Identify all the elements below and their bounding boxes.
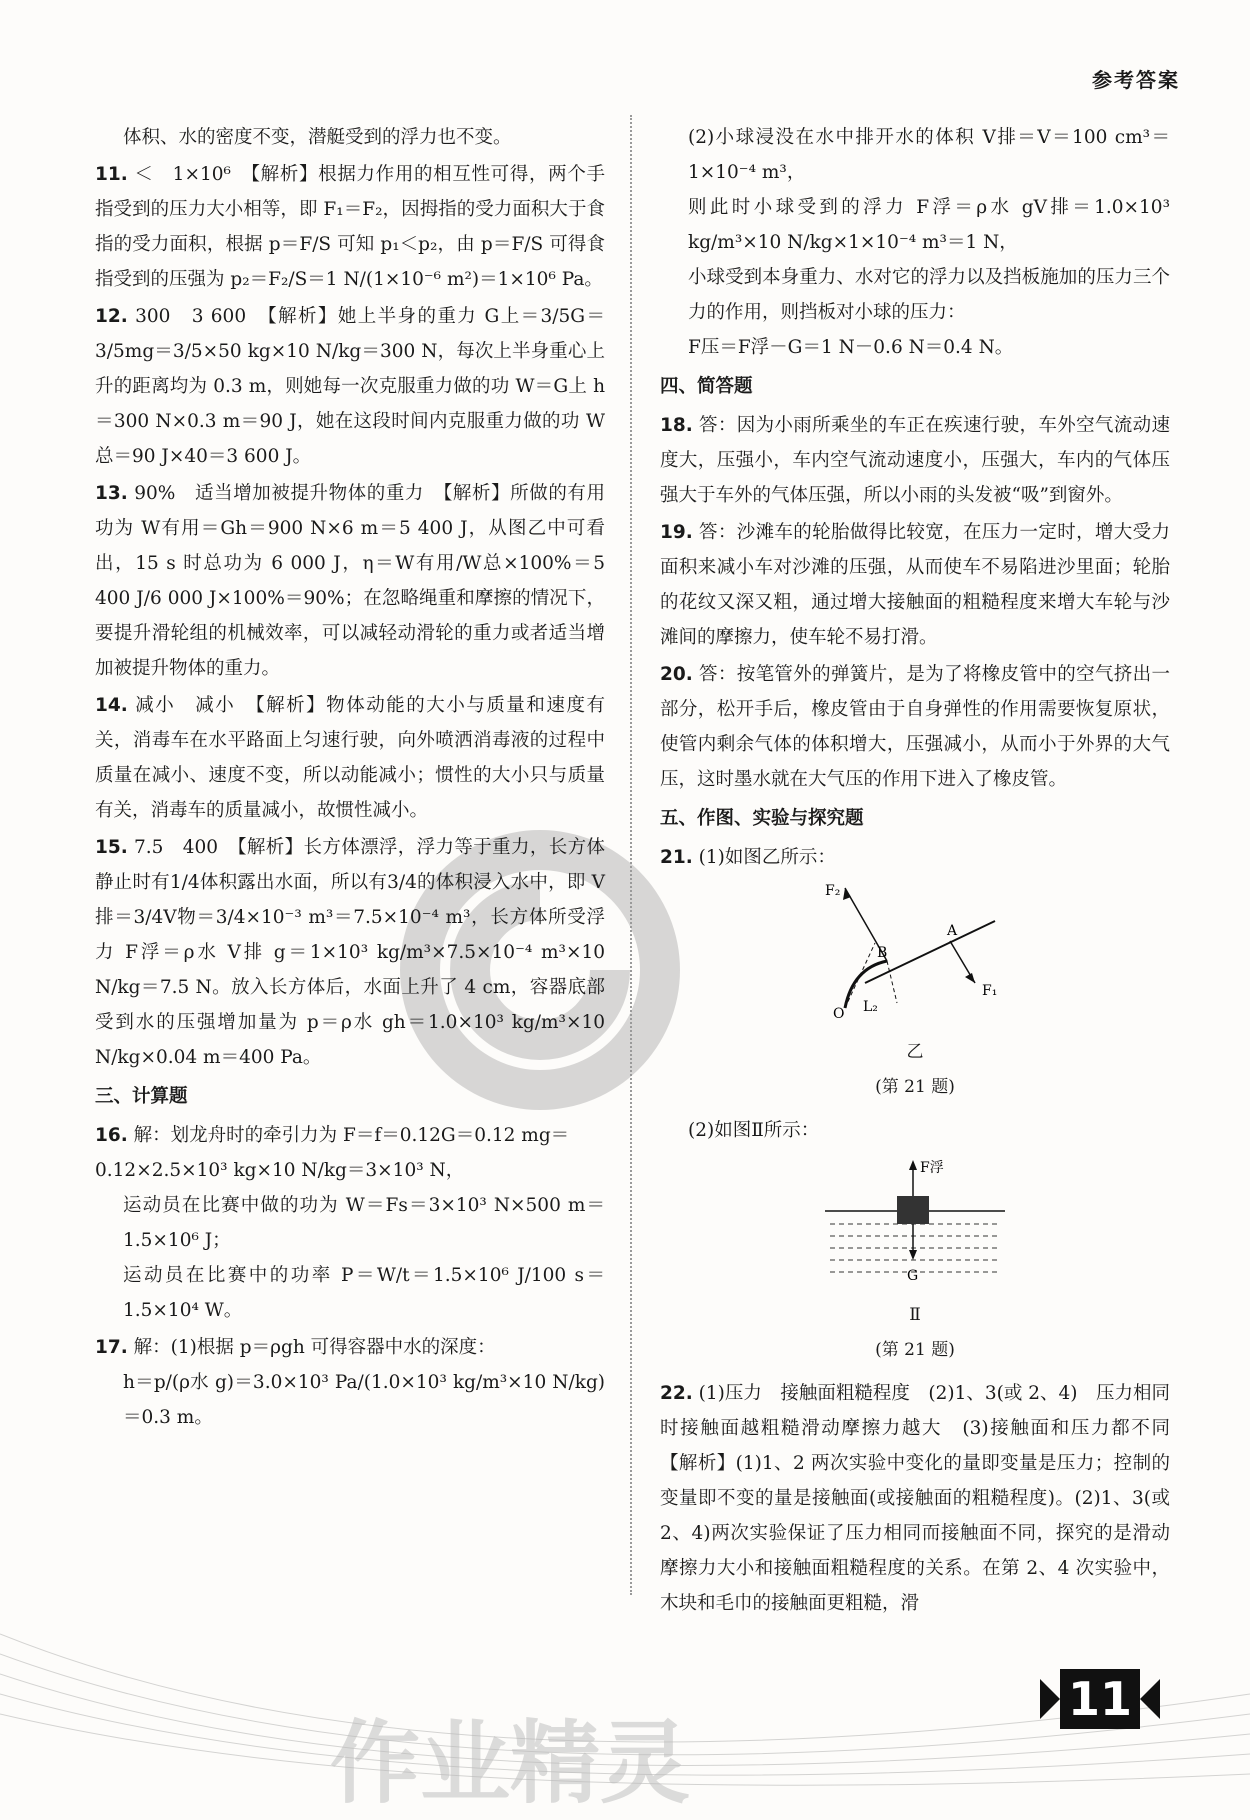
answer-11	[95, 157, 605, 297]
answer-14	[95, 688, 605, 828]
figure-buoyancy	[660, 1156, 1170, 1368]
label-a: A	[947, 923, 958, 939]
answer-21-part2: (2)如图Ⅱ所示：	[688, 1120, 820, 1141]
answer-text: 答：沙滩车的轮胎做得比较宽，在压力一定时，增大受力面积来减小车对沙滩的压强，从而使车不易陷进沙里面；轮胎的花纹又深又粗，通过增大接触面的粗糙程度来增大车轮与沙滩间的摩擦力，使车轮不易打滑。	[660, 522, 1170, 648]
question-number: 15.	[95, 837, 128, 858]
answer-text: (1)如图乙所示：	[698, 847, 836, 868]
figure-lever	[660, 883, 1170, 1105]
section-heading-short: 四、简答题	[660, 376, 753, 397]
question-number: 14.	[95, 695, 128, 716]
page-number: 11	[1060, 1669, 1140, 1729]
answer-text: 300 3 600 【解析】她上半身的重力 G上＝3/5G＝3/5mg＝3/5×50 kg×10 N/kg＝300 N，每次上半身重心上升的距离均为 0.3 m，则她每一次克服重力做的功 W＝G上 h＝300 N×0.3 m＝90 J，她在这段时间内克服重力做的功 W总＝90 J×40＝3 600 J。	[95, 306, 605, 467]
answer-21-part1	[660, 840, 1170, 875]
answer-17	[95, 1330, 605, 1435]
answer-15	[95, 830, 605, 1075]
answer-text: 答：因为小雨所乘坐的车正在疾速行驶，车外空气流动速度大，压强小，车内空气流动速度小，压强大，车内的气体压强大于车外的气体压强，所以小雨的头发被“吸”到窗外。	[660, 415, 1170, 506]
left-column	[95, 120, 605, 1437]
buoyancy-diagram	[825, 1156, 1005, 1286]
label-o: O	[833, 1006, 845, 1022]
answer-line: 则此时小球受到的浮力 F浮＝ρ水 gV排＝1.0×10³ kg/m³×10 N/kg×1×10⁻⁴ m³＝1 N，	[688, 197, 1170, 253]
question-number: 21.	[660, 847, 693, 868]
page-header-title: 参考答案	[1092, 68, 1180, 92]
figure-caption: (第 21 题)	[875, 1077, 955, 1097]
answer-text: 答：按笔管外的弹簧片，是为了将橡皮管中的空气挤出一部分，松开手后，橡皮管由于自身弹性的作用需要恢复原状，使管内剩余气体的体积增大，压强减小，从而小于外界的大气压，这时墨水就在大气压的作用下进入了橡皮管。	[660, 664, 1170, 790]
answer-text: ＜ 1×10⁶ 【解析】根据力作用的相互性可得，两个手指受到的压力大小相等，即 F₁＝F₂，因拇指的受力面积大于食指的受力面积，根据 p＝F/S 可知 p₁＜p₂，由 p＝F/S 可得食指受到的压强为 p₂＝F₂/S＝1 N/(1×10⁻⁶ m²)＝1×10⁶ Pa。	[95, 164, 606, 290]
answer-text: 90% 适当增加被提升物体的重力 【解析】所做的有用功为 W有用＝Gh＝900 N×6 m＝5 400 J，从图乙中可看出，15 s 时总功为 6 000 J，η＝W有用/W总×100%＝5 400 J/6 000 J×100%＝90%；在忽略绳重和摩擦的情况下，要提升滑轮组的机械效率，可以减轻动滑轮的重力或者适当增加被提升物体的重力。	[95, 483, 605, 679]
question-number: 13.	[95, 483, 128, 504]
answer-20	[660, 657, 1170, 797]
answer-line: 运动员在比赛中的功率 P＝W/t＝1.5×10⁶ J/100 s＝1.5×10⁴ W。	[123, 1265, 605, 1321]
figure-label: 乙	[906, 1042, 924, 1062]
arrow-right-icon	[1140, 1679, 1160, 1719]
section-heading-calc: 三、计算题	[95, 1086, 188, 1107]
answer-13	[95, 476, 605, 686]
question-number: 12.	[95, 306, 128, 327]
label-l2: L₂	[863, 999, 878, 1015]
answer-22	[660, 1376, 1189, 1621]
label-b: B	[877, 945, 888, 961]
question-number: 22.	[660, 1383, 693, 1404]
answer-16	[95, 1118, 605, 1328]
answer-line: 解：(1)根据 p＝ρgh 可得容器中水的深度：	[133, 1337, 496, 1358]
arrow-left-icon	[1040, 1679, 1060, 1719]
figure-label: Ⅱ	[909, 1305, 921, 1325]
question-number: 19.	[660, 522, 693, 543]
intro-text: 体积、水的密度不变，潜艇受到的浮力也不变。	[123, 127, 512, 148]
answer-line: 解：划龙舟时的牵引力为 F＝f＝0.12G＝0.12 mg＝0.12×2.5×10³ kg×10 N/kg＝3×10³ N，	[95, 1125, 570, 1181]
question-number: 16.	[95, 1125, 128, 1146]
watermark-text: 作业精灵	[330, 1711, 690, 1816]
question-number: 11.	[95, 164, 128, 185]
lever-diagram	[815, 883, 1015, 1023]
answer-12	[95, 299, 605, 474]
right-column	[660, 120, 1189, 1623]
section-heading-experiment: 五、作图、实验与探究题	[660, 808, 864, 829]
answer-text: (1)压力 接触面粗糙程度 (2)1、3(或 2、4) 压力相同时接触面越粗糙滑动摩擦力越大 (3)接触面和压力都不同 【解析】(1)1、2 两次实验中变化的量即变量是压力；控制的变量即不变的量是接触面(或接触面的粗糙程度)。(2)1、3(或 2、4)两次实验保证了压力相同而接触面不同，探究的是滑动摩擦力大小和接触面粗糙程度的关系。在第 2、4 次实验中，木块和毛巾的接触面更粗糙，滑	[660, 1383, 1189, 1614]
column-divider	[630, 115, 632, 1595]
answer-text: 减小 减小 【解析】物体动能的大小与质量和速度有关，消毒车在水平路面上匀速行驶，向外喷洒消毒液的过程中质量在减小、速度不变，所以动能减小；惯性的大小只与质量有关，消毒车的质量减小，故惯性减小。	[95, 695, 605, 821]
figure-caption: (第 21 题)	[875, 1340, 955, 1360]
answer-text: 7.5 400 【解析】长方体漂浮，浮力等于重力，长方体静止时有1/4体积露出水面，所以有3/4的体积浸入水中，即 V排＝3/4V物＝3/4×10⁻³ m³＝7.5×10⁻⁴ m³，长方体所受浮力 F浮＝ρ水 V排 g＝1×10³ kg/m³×7.5×10⁻⁴ m³×10 N/kg＝7.5 N。放入长方体后，水面上升了 4 cm，容器底部受到水的压强增加量为 p＝ρ水 gh＝1.0×10³ kg/m³×10 N/kg×0.04 m＝400 Pa。	[95, 837, 605, 1068]
answer-line: 小球受到本身重力、水对它的浮力以及挡板施加的压力三个力的作用，则挡板对小球的压力：	[688, 267, 1170, 323]
answer-formula: h＝p/(ρ水 g)＝3.0×10³ Pa/(1.0×10³ kg/m³×10 N/kg)＝0.3 m。	[123, 1372, 605, 1428]
answer-18	[660, 408, 1170, 513]
label-f1: F₁	[982, 983, 998, 999]
label-f-buoyancy: F浮	[920, 1160, 944, 1176]
label-g: G	[907, 1268, 919, 1284]
question-number: 18.	[660, 415, 693, 436]
label-f2: F₂	[825, 883, 841, 899]
answer-line: (2)小球浸没在水中排开水的体积 V排＝V＝100 cm³＝1×10⁻⁴ m³，	[688, 127, 1170, 183]
answer-line: F压＝F浮－G＝1 N－0.6 N＝0.4 N。	[688, 337, 1014, 358]
question-number: 17.	[95, 1337, 128, 1358]
question-number: 20.	[660, 664, 693, 685]
answer-19	[660, 515, 1170, 655]
page-number-badge	[1040, 1664, 1160, 1734]
answer-line: 运动员在比赛中做的功为 W＝Fs＝3×10³ N×500 m＝1.5×10⁶ J；	[123, 1195, 605, 1251]
